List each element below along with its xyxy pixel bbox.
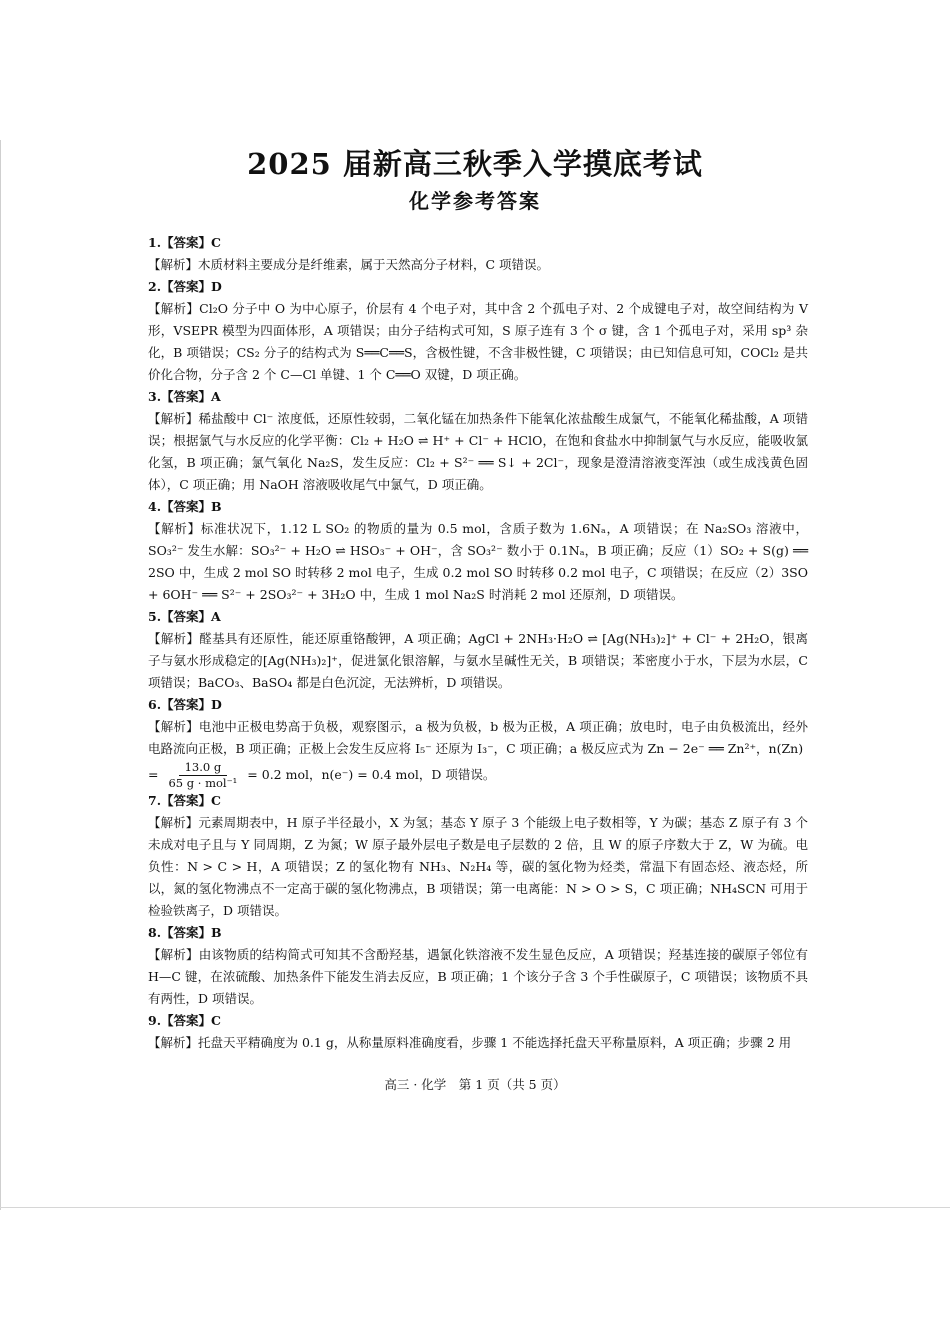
q6-answer: 6.【答案】D bbox=[148, 697, 222, 712]
q2-answer: 2.【答案】D bbox=[148, 279, 222, 294]
page-title: 2025 届新高三秋季入学摸底考试 bbox=[247, 147, 703, 181]
q3-analysis: 【解析】稀盐酸中 Cl⁻ 浓度低，还原性较弱，二氧化锰在加热条件下能氧化浓盐酸生成氯气，不能氧化稀盐酸，A 项错误；根据氯气与水反应的化学平衡：Cl₂ + H₂O ⇌ H⁺ + Cl⁻ + HClO，在饱和食盐水中抑制氯气与水反应，能吸收氯化氢，B 项正确；氯气氧化 Na₂S，发生反应：Cl₂ + S²⁻ ══ S↓ + 2Cl⁻，现象是澄清溶液变浑浊（或生成浅黄色固体），C 项正确；用 NaOH 溶液吸收尾气中氯气，D 项正确。 bbox=[148, 411, 808, 492]
q9-analysis: 【解析】托盘天平精确度为 0.1 g，从称量原料准确度看，步骤 1 不能选择托盘天平称量原料，A 项正确；步骤 2 用 bbox=[148, 1035, 792, 1050]
q6-fraction-denominator: 65 g · mol⁻¹ bbox=[168, 775, 238, 790]
q4-analysis: 【解析】标准状况下，1.12 L SO₂ 的物质的量为 0.5 mol，含质子数为 1.6Nₐ，A 项错误；在 Na₂SO₃ 溶液中，SO₃²⁻ 发生水解：SO₃²⁻ + H₂O ⇌ HSO₃⁻ + OH⁻，含 SO₃²⁻ 数小于 0.1Nₐ，B 项正确；反应（1）SO₂ + S(g) ══ 2SO 中，生成 2 mol SO 时转移 2 mol 电子，生成 0.2 mol SO 时转移 0.2 mol 电子，C 项错误；在反应（2）3SO + 6OH⁻ ══ S²⁻ + 2SO₃²⁻ + 3H₂O 中，生成 1 mol Na₂S 时消耗 2 mol 还原剂，D 项错误。 bbox=[148, 521, 808, 602]
q7-analysis: 【解析】元素周期表中，H 原子半径最小，X 为氢；基态 Y 原子 3 个能级上电子数相等，Y 为碳；基态 Z 原子有 3 个未成对电子且与 Y 同周期，Z 为氮；W 原子最外层电子数是电子层数的 2 倍，且 W 的原子序数大于 Z，W 为硫。电负性：N > C > H，A 项错误；Z 的氢化物有 NH₃、N₂H₄ 等，碳的氢化物为烃类，常温下有固态烃、液态烃，所以，氮的氢化物沸点不一定高于碳的氢化物沸点，B 项错误；第一电离能：N > O > S，C 项正确；NH₄SCN 可用于检验铁离子，D 项错误。 bbox=[148, 815, 808, 918]
q7-answer: 7.【答案】C bbox=[148, 793, 221, 808]
q6-analysis: 【解析】电池中正极电势高于负极，观察图示，a 极为负极，b 极为正极，A 项正确；放电时，电子由负极流出，经外电路流向正极，B 项正确；正极上会发生反应将 I₅⁻ 还原为 I₃⁻，C 项正确；a 极反应式为 Zn − 2e⁻ ══ Zn²⁺，n(Zn) bbox=[148, 719, 808, 756]
q1-answer: 1.【答案】C bbox=[148, 235, 221, 250]
page-bottom-edge bbox=[0, 1207, 950, 1208]
page-subtitle: 化学参考答案 bbox=[409, 189, 541, 213]
page-footer: 高三 · 化学 第 1 页（共 5 页） bbox=[384, 1077, 566, 1092]
q9-answer: 9.【答案】C bbox=[148, 1013, 221, 1028]
q3-answer: 3.【答案】A bbox=[148, 389, 221, 404]
q5-answer: 5.【答案】A bbox=[148, 609, 221, 624]
q5-analysis: 【解析】醛基具有还原性，能还原重铬酸钾，A 项正确；AgCl + 2NH₃·H₂O ⇌ [Ag(NH₃)₂]⁺ + Cl⁻ + 2H₂O，银离子与氨水形成稳定的[Ag(NH₃)₂]⁺，促进氯化银溶解，与氨水呈碱性无关，B 项错误；苯密度小于水，下层为水层，C 项错误；BaCO₃、BaSO₄ 都是白色沉淀，无法辨析，D 项错误。 bbox=[148, 631, 808, 690]
q8-analysis: 【解析】由该物质的结构简式可知其不含酚羟基，遇氯化铁溶液不发生显色反应，A 项错误；羟基连接的碳原子邻位有 H—C 键，在浓硫酸、加热条件下能发生消去反应，B 项正确；1 个该分子含 3 个手性碳原子，C 项错误；该物质不具有两性，D 项错误。 bbox=[148, 947, 808, 1006]
q6-fraction-suffix: = 0.2 mol，n(e⁻) = 0.4 mol，D 项错误。 bbox=[247, 767, 496, 782]
q2-analysis: 【解析】Cl₂O 分子中 O 为中心原子，价层有 4 个电子对，其中含 2 个孤电子对、2 个成键电子对，故空间结构为 V 形，VSEPR 模型为四面体形，A 项错误；由分子结构式可知，S 原子连有 3 个 σ 键，含 1 个孤电子对，采用 sp³ 杂化，B 项错误；CS₂ 分子的结构式为 S══C══S，含极性键，不含非极性键，C 项错误；由已知信息可知，COCl₂ 是共价化合物，分子含 2 个 C—Cl 单键、1 个 C══O 双键，D 项正确。 bbox=[148, 301, 808, 382]
q6-fraction bbox=[162, 760, 243, 791]
q1-analysis: 【解析】木质材料主要成分是纤维素，属于天然高分子材料，C 项错误。 bbox=[148, 257, 550, 272]
answer-content bbox=[148, 232, 808, 1054]
q8-answer: 8.【答案】B bbox=[148, 925, 222, 940]
q6-fraction-numerator: 13.0 g bbox=[179, 760, 228, 776]
q6-fraction-line bbox=[148, 760, 808, 790]
q6-fraction-prefix: = bbox=[148, 767, 159, 782]
q4-answer: 4.【答案】B bbox=[148, 499, 222, 514]
page-left-edge bbox=[0, 140, 1, 1210]
